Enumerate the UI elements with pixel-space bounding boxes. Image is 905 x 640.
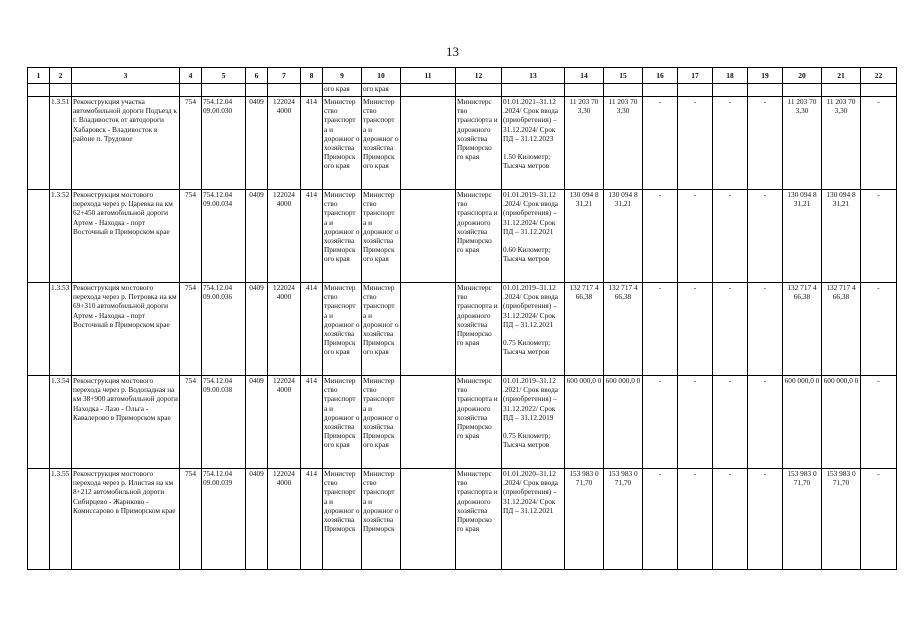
table-row (28, 190, 897, 283)
row-number: 1.3.53 (50, 283, 72, 376)
amount-cell: 130 094 8 31,21 (822, 190, 861, 283)
page-number: 13 (446, 44, 459, 59)
agency-cell: Министер ство транспорт а и дорожног о хозяйства Приморск ого края (362, 376, 401, 469)
row-number: 1.3.54 (50, 376, 72, 469)
code-cell: 754 (180, 97, 202, 190)
continued-text: ого края (323, 84, 362, 97)
code-cell: 754.12.04 09.00.036 (202, 283, 246, 376)
dash-cell: - (678, 469, 713, 570)
column-header: 5 (202, 68, 246, 84)
table-row (28, 283, 897, 376)
column-header: 10 (362, 68, 401, 84)
column-header: 16 (643, 68, 678, 84)
object-name: Реконструкция мостового перехода через р. Водопадная на км 38+900 автомобильной дороги Находка - Лазо - Ольга - Кавалерово в Приморском крае (72, 376, 180, 469)
agency-cell: Министер ство транспорт а и дорожног о хозяйства Приморск ого края (323, 283, 362, 376)
amount-cell: 11 203 70 3,30 (565, 97, 604, 190)
object-name: Реконструкция мостового перехода через р. Петровка на км 69+310 автомобильной дороги Артем - Находка - порт Восточный в Приморском крае (72, 283, 180, 376)
amount-cell: 600 000,0 0 (565, 376, 604, 469)
code-cell: 122024 4000 (268, 190, 301, 283)
agency-cell: Министерс тво транспорта и дорожного хозяйства Приморско го края (456, 97, 502, 190)
capacity-text: 1.50 Километр; Тысяча метров (503, 152, 551, 171)
dash-cell: - (861, 376, 897, 469)
schedule-text: 01.01.2019–31.12 .2024/ Срок ввода (приобретения) – 31.12.2024/ Срок ПД – 31.12.2021 (503, 283, 559, 329)
column-header: 18 (713, 68, 748, 84)
column-header: 20 (783, 68, 822, 84)
dash-cell: - (643, 376, 678, 469)
dash-cell: - (713, 97, 748, 190)
budget-table (27, 67, 897, 570)
empty-cell (401, 376, 456, 469)
capacity-text: 0.75 Километр; Тысяча метров (503, 431, 551, 450)
amount-cell: 153 983 0 71,70 (783, 469, 822, 570)
dash-cell: - (713, 190, 748, 283)
schedule-text: 01.01.2021–31.12 .2024/ Срок ввода (приобретения) – 31.12.2024/ Срок ПД – 31.12.2023 (503, 97, 559, 143)
code-cell: 0409 (246, 190, 268, 283)
code-cell: 122024 4000 (268, 97, 301, 190)
agency-cell: Министер ство транспорт а и дорожног о хозяйства Приморск ого края (362, 190, 401, 283)
empty-cell (401, 190, 456, 283)
dash-cell: - (861, 97, 897, 190)
amount-cell: 132 717 4 66,38 (783, 283, 822, 376)
dash-cell: - (861, 190, 897, 283)
code-cell: 414 (301, 283, 323, 376)
dash-cell: - (748, 283, 783, 376)
agency-cell: Министерс тво транспорта и дорожного хозяйства Приморско го края (456, 469, 502, 570)
agency-cell: Министер ство транспорт а и дорожног о хозяйства Приморск ого края (362, 97, 401, 190)
dash-cell: - (713, 469, 748, 570)
code-cell: 414 (301, 469, 323, 570)
code-cell: 754.12.04 09.00.034 (202, 190, 246, 283)
empty-cell (401, 283, 456, 376)
dash-cell: - (678, 283, 713, 376)
code-cell: 754.12.04 09.00.038 (202, 376, 246, 469)
column-header: 14 (565, 68, 604, 84)
dash-cell: - (643, 190, 678, 283)
code-cell: 122024 4000 (268, 283, 301, 376)
column-header: 8 (301, 68, 323, 84)
dash-cell: - (678, 97, 713, 190)
amount-cell: 11 203 70 3,30 (604, 97, 643, 190)
agency-cell: Министерс тво транспорта и дорожного хозяйства Приморско го края (456, 190, 502, 283)
code-cell: 0409 (246, 97, 268, 190)
column-header: 9 (323, 68, 362, 84)
amount-cell: 130 094 8 31,21 (565, 190, 604, 283)
dash-cell: - (713, 376, 748, 469)
agency-cell: Министерс тво транспорта и дорожного хозяйства Приморско го края (456, 283, 502, 376)
amount-cell: 130 094 8 31,21 (604, 190, 643, 283)
amount-cell: 600 000,0 0 (604, 376, 643, 469)
schedule-cell (502, 376, 565, 469)
amount-cell: 132 717 4 66,38 (822, 283, 861, 376)
schedule-cell (502, 283, 565, 376)
capacity-text: 0.75 Километр; Тысяча метров (503, 338, 551, 357)
code-cell: 414 (301, 190, 323, 283)
amount-cell: 132 717 4 66,38 (565, 283, 604, 376)
column-header: 2 (50, 68, 72, 84)
dash-cell: - (861, 283, 897, 376)
dash-cell: - (643, 283, 678, 376)
agency-cell: Министер ство транспорт а и дорожног о хозяйства Приморск ого края (362, 283, 401, 376)
empty-cell (401, 469, 456, 570)
object-name: Реконструкция мостового перехода через р. Илистая на км 8+212 автомобильной дороги Сибирцево - Жариково - Комиссарово в Приморском крае (72, 469, 180, 570)
empty-cell (401, 97, 456, 190)
column-number-row (28, 68, 897, 84)
dash-cell: - (678, 376, 713, 469)
column-header: 6 (246, 68, 268, 84)
dash-cell: - (748, 469, 783, 570)
dash-cell: - (748, 97, 783, 190)
schedule-text: 01.01.2019–31.12 .2024/ Срок ввода (приобретения) – 31.12.2024/ Срок ПД – 31.12.2021 (503, 190, 559, 236)
amount-cell: 600 000,0 0 (822, 376, 861, 469)
agency-cell: Министер ство транспорт а и дорожног о хозяйства Приморск ого края (323, 97, 362, 190)
code-cell: 754.12.04 09.00.030 (202, 97, 246, 190)
agency-cell: Министер ство транспорт а и дорожног о хозяйства Приморск (323, 469, 362, 570)
column-header: 19 (748, 68, 783, 84)
code-cell: 122024 4000 (268, 376, 301, 469)
column-header: 3 (72, 68, 180, 84)
agency-cell: Министерс тво транспорта и дорожного хозяйства Приморско го края (456, 376, 502, 469)
row-number: 1.3.51 (50, 97, 72, 190)
row-number: 1.3.52 (50, 190, 72, 283)
amount-cell: 130 094 8 31,21 (783, 190, 822, 283)
dash-cell: - (748, 190, 783, 283)
code-cell: 122024 4000 (268, 469, 301, 570)
dash-cell: - (643, 97, 678, 190)
column-header: 12 (456, 68, 502, 84)
amount-cell: 600 000,0 0 (783, 376, 822, 469)
schedule-text: 01.01.2020–31.12 .2024/ Срок ввода (приобретения) – 31.12.2024/ Срок ПД – 31.12.2021 (503, 469, 559, 515)
code-cell: 414 (301, 376, 323, 469)
code-cell: 414 (301, 97, 323, 190)
dash-cell: - (643, 469, 678, 570)
column-header: 4 (180, 68, 202, 84)
amount-cell: 11 203 70 3,30 (783, 97, 822, 190)
column-header: 15 (604, 68, 643, 84)
schedule-cell (502, 97, 565, 190)
table-row (28, 469, 897, 570)
code-cell: 0409 (246, 283, 268, 376)
agency-cell: Министер ство транспорт а и дорожног о хозяйства Приморск (362, 469, 401, 570)
code-cell: 754 (180, 190, 202, 283)
dash-cell: - (861, 469, 897, 570)
code-cell: 0409 (246, 376, 268, 469)
amount-cell: 153 983 0 71,70 (604, 469, 643, 570)
column-header: 17 (678, 68, 713, 84)
schedule-cell (502, 469, 565, 570)
column-header: 21 (822, 68, 861, 84)
column-header: 11 (401, 68, 456, 84)
column-header: 13 (502, 68, 565, 84)
column-header: 22 (861, 68, 897, 84)
continuation-row (28, 84, 897, 97)
object-name: Реконструкция участка автомобильной дороги Подъезд к г. Владивосток от автодороги Хабаровск - Владивосток в районе п. Трудовое (72, 97, 180, 190)
amount-cell: 132 717 4 66,38 (604, 283, 643, 376)
row-number: 1.3.55 (50, 469, 72, 570)
table-row (28, 376, 897, 469)
column-header: 1 (28, 68, 50, 84)
code-cell: 754 (180, 376, 202, 469)
schedule-cell (502, 190, 565, 283)
amount-cell: 11 203 70 3,30 (822, 97, 861, 190)
agency-cell: Министер ство транспорт а и дорожног о хозяйства Приморск ого края (323, 190, 362, 283)
dash-cell: - (748, 376, 783, 469)
code-cell: 754 (180, 469, 202, 570)
amount-cell: 153 983 0 71,70 (565, 469, 604, 570)
capacity-text: 0.60 Километр; Тысяча метров (503, 245, 551, 264)
dash-cell: - (678, 190, 713, 283)
agency-cell: Министер ство транспорт а и дорожног о хозяйства Приморск ого края (323, 376, 362, 469)
code-cell: 0409 (246, 469, 268, 570)
code-cell: 754.12.04 09.00.039 (202, 469, 246, 570)
table-row (28, 97, 897, 190)
amount-cell: 153 983 0 71,70 (822, 469, 861, 570)
dash-cell: - (713, 283, 748, 376)
continued-text: ого края (362, 84, 401, 97)
column-header: 7 (268, 68, 301, 84)
object-name: Реконструкция мостового перехода через р. Царевка на км 62+450 автомобильной дороги Артем - Находка - порт Восточный в Приморском крае (72, 190, 180, 283)
code-cell: 754 (180, 283, 202, 376)
schedule-text: 01.01.2019–31.12 .2021/ Срок ввода (приобретения) – 31.12.2022/ Срок ПД – 31.12.2019 (503, 376, 559, 422)
